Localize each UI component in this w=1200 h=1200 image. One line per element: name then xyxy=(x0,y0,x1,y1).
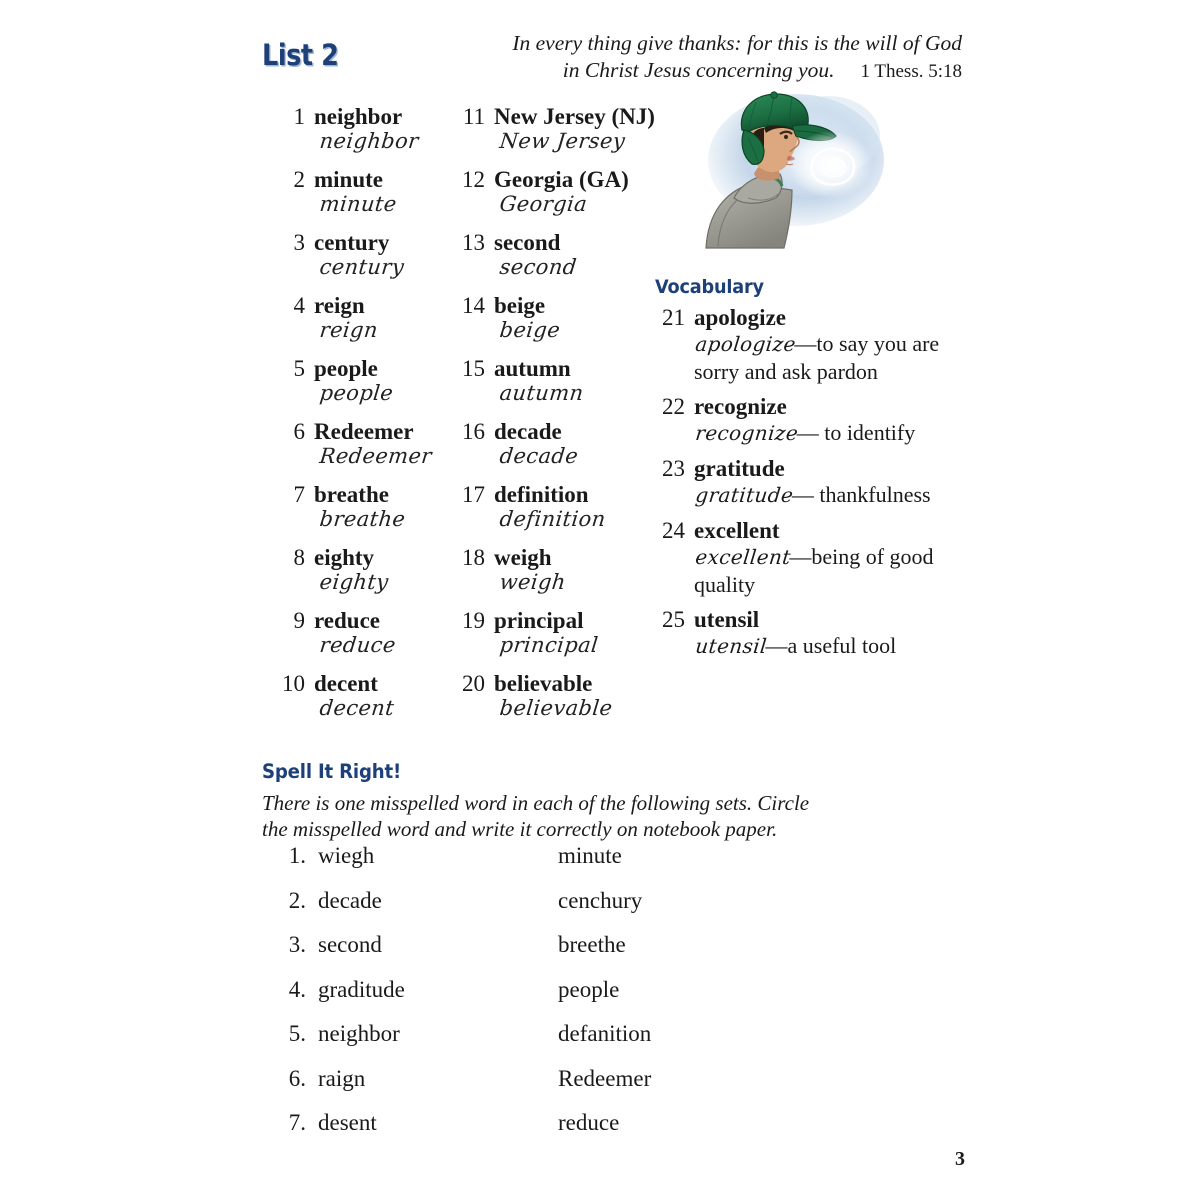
verse-reference: 1 Thess. 5:18 xyxy=(860,61,962,82)
spell-row-number: 6. xyxy=(288,1065,306,1091)
spell-word-a[interactable]: raign xyxy=(318,1065,366,1091)
word-print: believable xyxy=(494,671,593,696)
word-print: century xyxy=(314,230,390,255)
word-line xyxy=(275,230,455,256)
spell-row-number: 1. xyxy=(288,843,306,868)
vocabulary-line xyxy=(655,305,975,331)
spell-row xyxy=(278,977,748,1022)
word-line xyxy=(455,608,680,634)
vocabulary-word: apologize xyxy=(694,305,786,330)
word-line xyxy=(455,104,680,130)
word-cursive: autumn xyxy=(498,381,585,405)
spell-word-b[interactable]: reduce xyxy=(558,1110,620,1135)
word-number: 10 xyxy=(282,671,305,696)
word-number: 3 xyxy=(293,230,305,255)
word-print: Redeemer xyxy=(314,419,414,444)
word-print: breathe xyxy=(314,482,389,507)
word-cursive: reduce xyxy=(318,633,398,657)
word-item xyxy=(275,671,455,734)
vocabulary-item xyxy=(655,607,975,660)
vocabulary-line xyxy=(655,394,975,420)
vocabulary-word: excellent xyxy=(694,518,780,543)
vocabulary-definition xyxy=(694,632,975,660)
word-print: reduce xyxy=(314,608,381,633)
word-number: 16 xyxy=(462,419,485,444)
page-number: 3 xyxy=(955,1148,965,1170)
word-number: 18 xyxy=(462,545,485,570)
spell-row xyxy=(278,932,748,977)
spell-it-right-section xyxy=(262,760,882,842)
vocabulary-heading: Vocabulary xyxy=(655,276,764,298)
word-print: reign xyxy=(314,293,365,318)
word-print: decent xyxy=(314,671,378,696)
vocabulary-definition-text: —to say you are sorry and ask pardon xyxy=(694,331,940,384)
vocabulary-cursive: excellent xyxy=(694,545,793,569)
spell-row xyxy=(278,1110,748,1155)
word-cursive: New Jersey xyxy=(498,129,627,153)
word-item xyxy=(455,671,680,734)
word-line xyxy=(455,419,680,445)
spell-it-right-instructions: There is one misspelled word in each of the following sets. Circle the misspelled word and write it correctly on notebook paper. xyxy=(262,791,810,841)
verse-line-2 xyxy=(470,57,962,85)
word-item xyxy=(275,482,455,545)
verse-line-2-text: in Christ Jesus concerning you. xyxy=(562,58,835,82)
spell-word-b[interactable]: Redeemer xyxy=(558,1065,652,1091)
word-print: autumn xyxy=(494,356,571,381)
spell-row xyxy=(278,1066,748,1111)
vocabulary-definition xyxy=(694,543,975,598)
vocabulary-word: recognize xyxy=(694,394,787,419)
vocabulary-line xyxy=(655,607,975,633)
vocabulary-section xyxy=(655,276,975,669)
vocabulary-item xyxy=(655,394,975,447)
spell-row xyxy=(278,888,748,933)
word-line xyxy=(455,671,680,697)
word-cursive: breathe xyxy=(318,507,407,531)
word-number: 13 xyxy=(462,230,485,255)
word-item xyxy=(455,608,680,671)
vocabulary-number: 24 xyxy=(662,518,685,543)
word-cursive: Redeemer xyxy=(318,444,434,468)
vocabulary-definition xyxy=(694,481,975,509)
boy-breathing-illustration xyxy=(688,86,888,251)
word-item xyxy=(455,230,680,293)
spell-row-number: 2. xyxy=(288,887,306,913)
word-print: weigh xyxy=(494,545,552,570)
spell-word-b[interactable]: defanition xyxy=(558,1021,652,1046)
word-number: 20 xyxy=(462,671,485,696)
word-line xyxy=(455,167,680,193)
vocabulary-item xyxy=(655,518,975,598)
word-line xyxy=(275,608,455,634)
spell-row-number: 5. xyxy=(288,1021,306,1046)
vocabulary-definition xyxy=(694,330,975,385)
illustration-svg xyxy=(688,86,888,251)
vocabulary-definition xyxy=(694,419,975,447)
word-list-column-1 xyxy=(275,104,455,734)
word-cursive: weigh xyxy=(498,570,568,594)
vocabulary-definition-text: —a useful tool xyxy=(765,633,897,658)
word-line xyxy=(275,482,455,508)
word-item xyxy=(275,545,455,608)
word-item xyxy=(275,167,455,230)
spell-word-b[interactable]: breethe xyxy=(558,932,626,957)
word-line xyxy=(455,356,680,382)
vocabulary-line xyxy=(655,518,975,544)
word-item xyxy=(275,104,455,167)
spell-word-b[interactable]: people xyxy=(558,976,620,1002)
word-print: Georgia (GA) xyxy=(494,167,629,192)
word-item xyxy=(275,419,455,482)
word-list-column-2 xyxy=(455,104,680,734)
word-number: 15 xyxy=(462,356,485,381)
word-number: 9 xyxy=(293,608,305,633)
word-item xyxy=(275,230,455,293)
word-line xyxy=(275,104,455,130)
word-number: 5 xyxy=(293,356,305,381)
spell-row-number: 7. xyxy=(288,1110,306,1135)
vocabulary-cursive: gratitude xyxy=(694,483,795,507)
word-item xyxy=(275,608,455,671)
page-title: List 2 xyxy=(262,38,339,72)
spell-row xyxy=(278,1021,748,1066)
word-item xyxy=(455,356,680,419)
word-number: 7 xyxy=(293,482,305,507)
word-number: 1 xyxy=(293,104,305,129)
word-print: second xyxy=(494,230,561,255)
word-number: 17 xyxy=(462,482,485,507)
vocabulary-item xyxy=(655,456,975,509)
word-item xyxy=(455,419,680,482)
vocabulary-cursive: utensil xyxy=(694,634,769,658)
vocabulary-definition-text: — to identify xyxy=(796,420,916,445)
word-number: 12 xyxy=(462,167,485,192)
word-cursive: decent xyxy=(318,696,396,720)
vocabulary-item xyxy=(655,305,975,385)
word-line xyxy=(455,293,680,319)
spell-word-a[interactable]: graditude xyxy=(318,976,405,1002)
spell-row-number: 3. xyxy=(288,932,306,957)
page-header xyxy=(0,0,1200,95)
word-print: eighty xyxy=(314,545,375,570)
spell-word-a[interactable]: neighbor xyxy=(318,1021,400,1046)
word-cursive: century xyxy=(318,255,406,279)
word-print: people xyxy=(314,356,378,381)
word-cursive: second xyxy=(498,255,578,279)
word-number: 6 xyxy=(293,419,305,444)
word-item xyxy=(455,482,680,545)
verse-line-2-row xyxy=(470,57,962,85)
word-cursive: decade xyxy=(498,444,580,468)
word-print: beige xyxy=(494,293,546,318)
word-number: 11 xyxy=(462,104,485,129)
spell-word-a[interactable]: decade xyxy=(318,887,382,913)
word-cursive: beige xyxy=(498,318,562,342)
word-cursive: reign xyxy=(318,318,380,342)
word-item xyxy=(455,545,680,608)
vocabulary-definition-text: — thankfulness xyxy=(791,482,931,507)
spell-word-b[interactable]: minute xyxy=(558,843,622,868)
word-line xyxy=(275,167,455,193)
spell-it-right-heading: Spell It Right! xyxy=(262,760,402,783)
word-item xyxy=(455,167,680,230)
verse-line-1: In every thing give thanks: for this is the will of God xyxy=(512,31,962,55)
word-cursive: minute xyxy=(318,192,398,216)
spell-word-a[interactable]: desent xyxy=(318,1110,377,1135)
spell-row-number: 4. xyxy=(288,976,306,1002)
vocabulary-number: 21 xyxy=(662,305,685,330)
word-line xyxy=(275,419,455,445)
word-line xyxy=(275,545,455,571)
vocabulary-cursive: apologize xyxy=(694,332,798,356)
vocabulary-word: utensil xyxy=(694,607,760,632)
word-number: 8 xyxy=(293,545,305,570)
word-item xyxy=(275,293,455,356)
word-print: New Jersey (NJ) xyxy=(494,104,655,129)
word-number: 2 xyxy=(293,167,305,192)
word-item xyxy=(455,293,680,356)
word-item xyxy=(275,356,455,419)
word-cursive: people xyxy=(318,381,395,405)
word-line xyxy=(275,293,455,319)
word-print: principal xyxy=(494,608,584,633)
word-number: 14 xyxy=(462,293,485,318)
word-line xyxy=(455,230,680,256)
vocabulary-number: 25 xyxy=(662,607,685,632)
vocabulary-cursive: recognize xyxy=(694,421,800,445)
word-number: 4 xyxy=(293,293,305,318)
word-print: minute xyxy=(314,167,383,192)
vocabulary-word: gratitude xyxy=(694,456,785,481)
spell-it-right-list xyxy=(278,843,748,1155)
word-cursive: eighty xyxy=(318,570,390,594)
spell-word-a[interactable]: wiegh xyxy=(318,843,375,868)
word-cursive: Georgia xyxy=(498,192,589,216)
word-print: decade xyxy=(494,419,562,444)
word-item xyxy=(455,104,680,167)
word-cursive: neighbor xyxy=(318,129,420,153)
word-cursive: believable xyxy=(498,696,614,720)
word-cursive: definition xyxy=(498,507,607,531)
word-number: 19 xyxy=(462,608,485,633)
word-line xyxy=(455,545,680,571)
word-print: neighbor xyxy=(314,104,403,129)
word-print: definition xyxy=(494,482,589,507)
word-line xyxy=(275,671,455,697)
word-line xyxy=(275,356,455,382)
spell-word-a[interactable]: second xyxy=(318,932,382,957)
vocabulary-number: 23 xyxy=(662,456,685,481)
vocabulary-number: 22 xyxy=(662,394,685,419)
vocabulary-definition-text: —being of good quality xyxy=(694,544,934,597)
vocabulary-line xyxy=(655,456,975,482)
scripture-verse xyxy=(470,30,962,85)
spell-row xyxy=(278,843,748,888)
word-line xyxy=(455,482,680,508)
word-cursive: principal xyxy=(498,633,600,657)
spell-word-b[interactable]: cenchury xyxy=(558,887,643,913)
